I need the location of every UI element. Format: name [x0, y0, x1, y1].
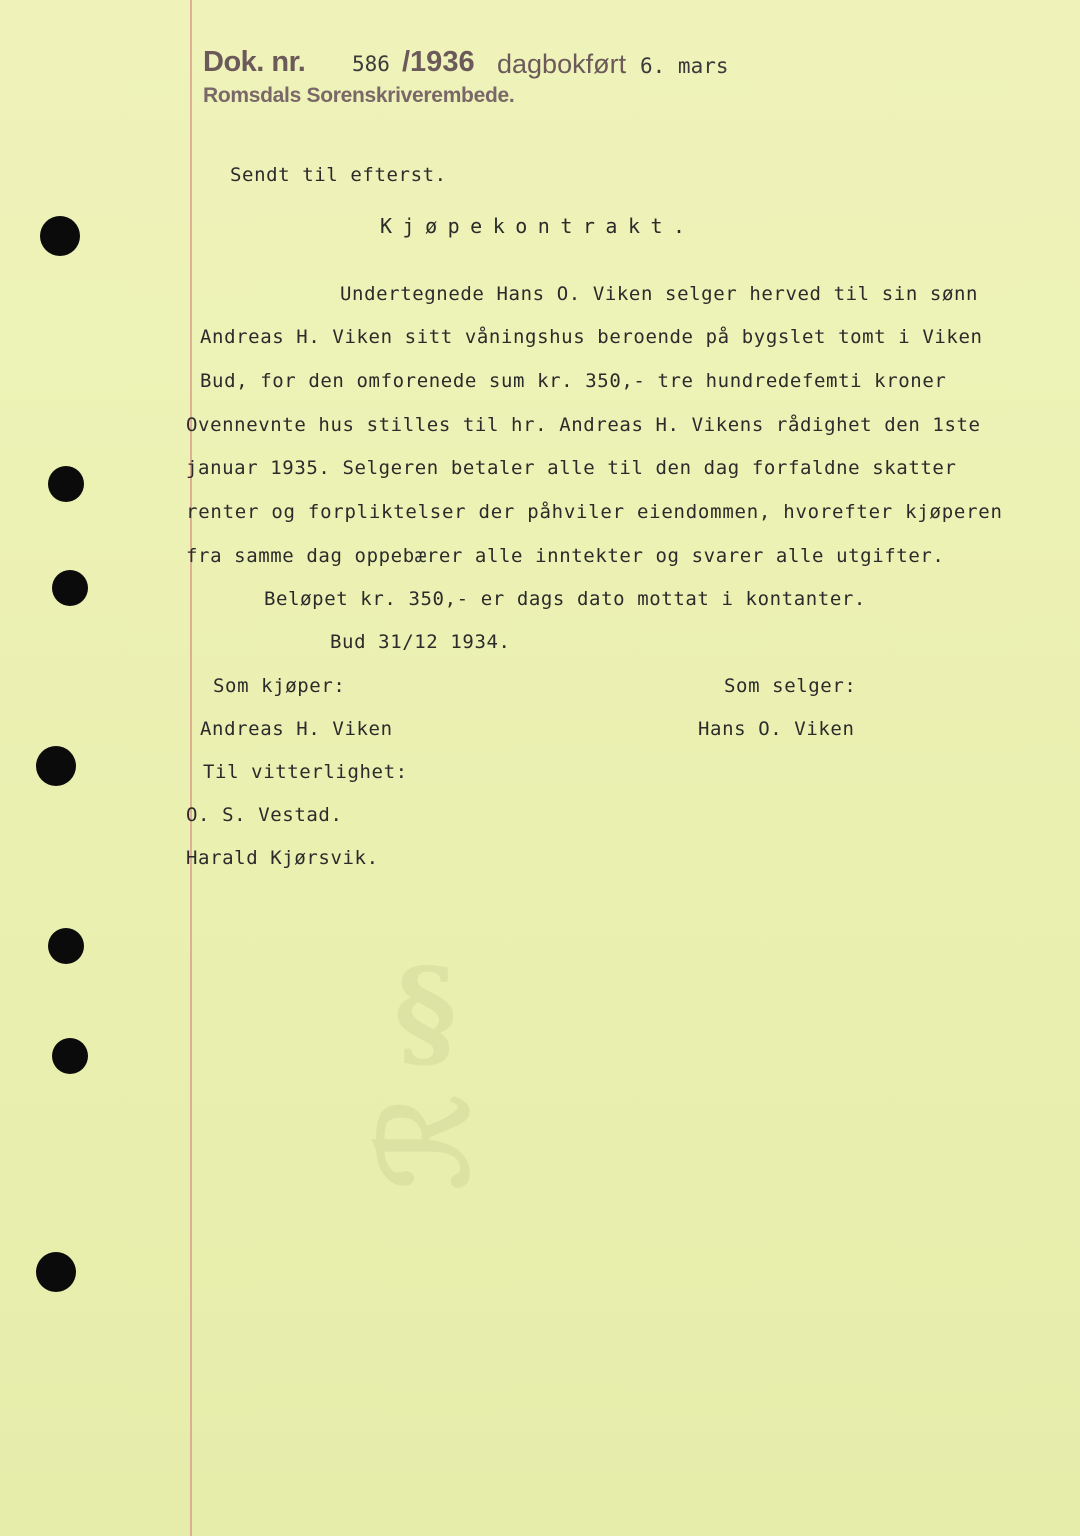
payment-line: Beløpet kr. 350,- er dags dato mottat i kontanter. [264, 588, 866, 610]
office-name: Romsdals Sorenskriverembede. [203, 84, 515, 107]
dok-nr-label: Dok. nr. [203, 46, 306, 78]
seller-name: Hans O. Viken [698, 718, 855, 740]
body-line: Bud, for den omforenede sum kr. 350,- tre hundredefemti kroner [200, 370, 947, 392]
witness-label: Til vitterlighet: [203, 761, 408, 783]
document-title: Kjøpekontrakt. [380, 214, 696, 238]
buyer-name: Andreas H. Viken [200, 718, 393, 740]
punch-hole-icon [52, 570, 88, 606]
punch-hole-icon [36, 1252, 76, 1292]
dagbokfort-label: dagbokført [497, 49, 627, 79]
punch-hole-icon [40, 216, 80, 256]
buyer-label: Som kjøper: [213, 675, 346, 697]
document-number: 586 [352, 52, 390, 76]
place-date: Bud 31/12 1934. [330, 631, 511, 653]
punch-hole-icon [48, 466, 84, 502]
faint-stamp-watermark: ℛ⁠§ [355, 941, 496, 1190]
punch-hole-icon [52, 1038, 88, 1074]
document-year: /1936 [402, 46, 475, 78]
registration-date: 6. mars [640, 54, 729, 78]
seller-label: Som selger: [724, 675, 857, 697]
body-line: Ovennevnte hus stilles til hr. Andreas H. Vikens rådighet den 1ste [186, 414, 981, 436]
witness-name: O. S. Vestad. [186, 804, 343, 826]
body-line: Andreas H. Viken sitt våningshus beroende på bygslet tomt i Viken [200, 326, 983, 348]
punch-hole-icon [36, 746, 76, 786]
body-line: renter og forpliktelser der påhviler eiendommen, hvorefter kjøperen [186, 501, 1003, 523]
body-line: Undertegnede Hans O. Viken selger herved til sin sønn [340, 283, 979, 305]
body-line: januar 1935. Selgeren betaler alle til den dag forfaldne skatter [186, 457, 957, 479]
witness-name: Harald Kjørsvik. [186, 847, 379, 869]
body-line: fra samme dag oppebærer alle inntekter og svarer alle utgifter. [186, 545, 945, 567]
sent-note: Sendt til efterst. [230, 164, 447, 186]
punch-hole-icon [48, 928, 84, 964]
margin-line [190, 0, 192, 1536]
